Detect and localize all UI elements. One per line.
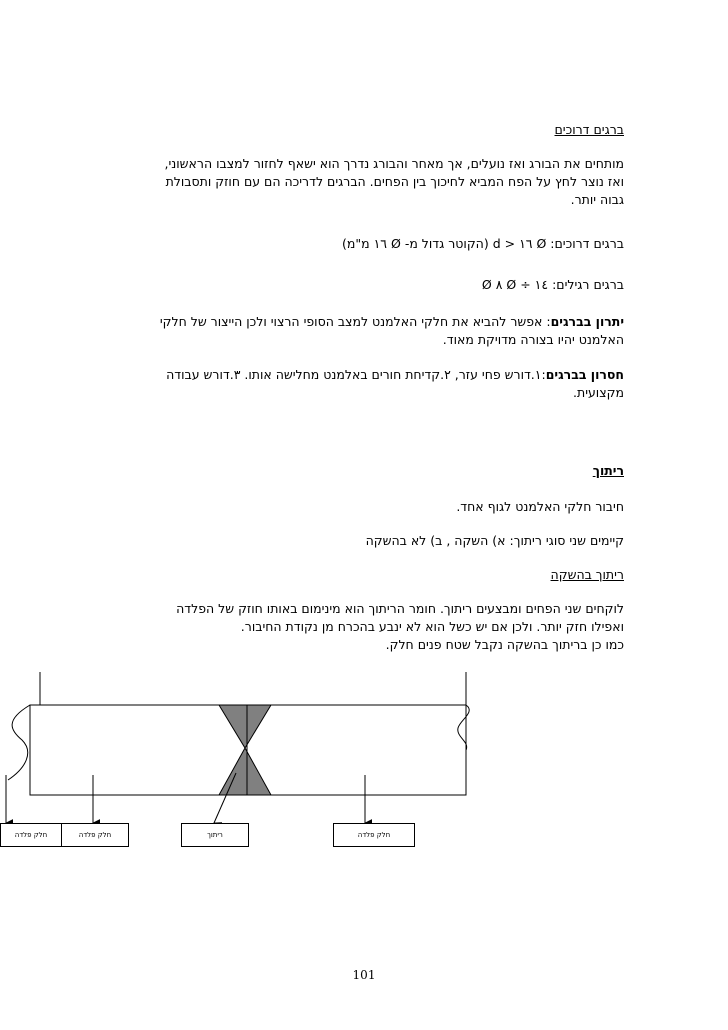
advantage-text: : אפשר להביא את חלקי האלמנט למצב הסופי הרצוי ולכן הייצור של חלקי (159, 314, 551, 329)
paragraph-line: מותחים את הבורג ואז נועלים, אך מאחר והבורג נדרך הוא ישאף לחזור למצבו הראשוני, (164, 156, 624, 171)
arrow-3 (214, 773, 236, 823)
butt-welding-subtitle: ריתוך בהשקה (550, 567, 624, 582)
advantage-label: יתרון בברגים (550, 314, 624, 329)
break-line-left (8, 705, 30, 780)
disadvantage-line-2: מקצועית. (573, 385, 624, 400)
section-bolts-tension-title: ברגים דרוכים (554, 122, 624, 137)
section-welding-title: ריתוך (592, 463, 624, 478)
disadvantage-line (166, 366, 624, 384)
disadvantage-text: :١.דורש פחי עזר, ٢.קדיחת חורים באלמנט מחלישה אותו. ٣.דורש עבודה (166, 367, 546, 382)
paragraph-line: ואפילו חזק יותר. ולכן אם יש כשל הוא לא ינבע בהכרח מן נקודת החיבור. (240, 619, 624, 634)
paragraph-line: כמו כן בריתוך בהשקה נקבל שטח פנים חלק. (385, 637, 624, 652)
regular-bolts-line: ברגים רגילים: ١٤ ÷ Ø ٨ Ø (481, 277, 624, 292)
break-line-right (458, 705, 469, 750)
page-number: 101 (352, 968, 376, 982)
paragraph-line: גבוה יותר. (570, 192, 624, 207)
label-box-steel-part: חלק פלדה (333, 823, 415, 847)
advantage-line-2: האלמנט יהיו בצורה מדויקת מאוד. (442, 332, 624, 347)
weld-top-triangle (219, 705, 271, 748)
disadvantage-label: חסרון בברגים (545, 367, 624, 382)
weld-bottom-triangle (219, 748, 271, 795)
paragraph-line: לוקחים שני הפחים ומבצעים ריתוך. חומר הריתוך הוא מינימום באותו חוזק של הפלדה (176, 601, 624, 616)
welding-types: קיימים שני סוגי ריתוך: א) השקה , ב) לא בהשקה (365, 533, 624, 548)
advantage-line (160, 313, 624, 331)
welding-definition: חיבור חלקי האלמנט לגוף אחד. (456, 499, 624, 514)
label-box-weld: ריתוך (181, 823, 249, 847)
tension-bolts-line: ברגים דרוכים: Ø ١٦ < d (הקוטר גדול מ- Ø ١٦ מ"מ) (341, 236, 624, 251)
paragraph-line: ואז נוצר לחץ על הפח המביא לחיכוך בין הפחים. הברגים לדריכה הם עם חוזק ותסבולת (165, 174, 624, 189)
label-box-steel-part: חלק פלדה (0, 823, 62, 847)
label-box-steel-part: חלק פלדה (61, 823, 129, 847)
